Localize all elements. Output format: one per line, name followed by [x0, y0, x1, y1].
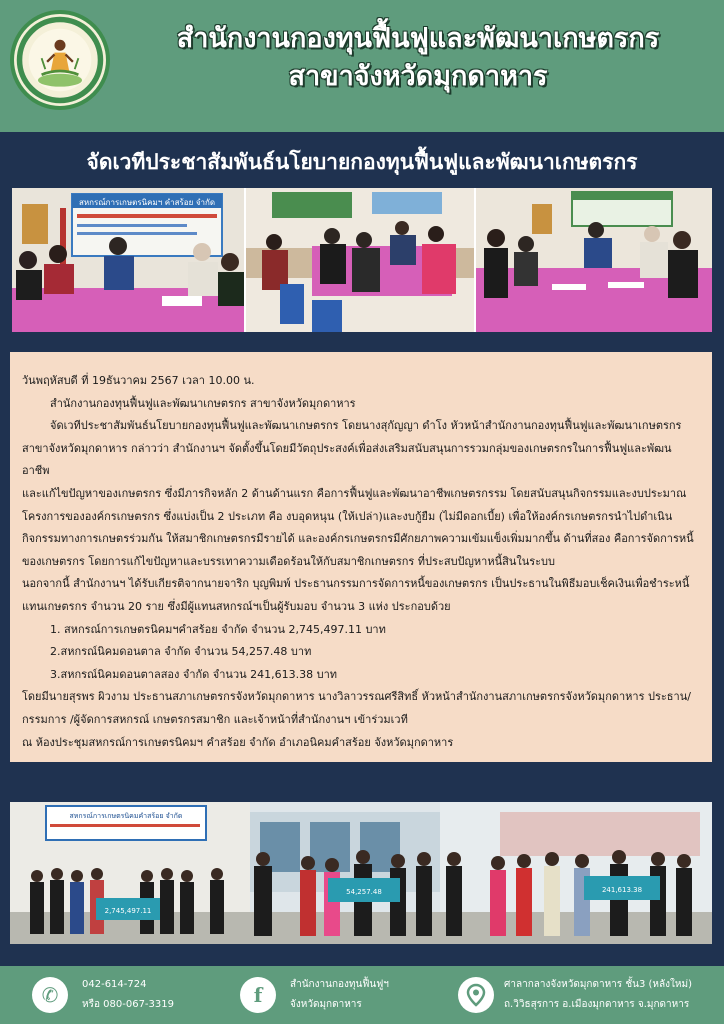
footer-phone [82, 975, 174, 1015]
paragraph-2-line-1: นอกจากนี้ สำนักงานฯ ได้รับเกียรติจากนายจาริก บุญพิมพ์ ประธานกรรมการจัดการหนี้ของเกษตรกร เป็นประธานในพิธีมอบเช็คเงินเพื่อชำระหนี้ [22, 577, 690, 591]
paragraph-2-line-2: แทนเกษตรกร จำนวน 20 ราย ซึ่งมีผู้แทนสหกรณ์ฯเป็นผู้รับมอบ จำนวน 3 แห่ง ประกอบด้วย [22, 599, 451, 613]
facebook-icon[interactable]: f [240, 977, 276, 1013]
paragraph-1-line-3: และแก้ไขปัญหาของเกษตรกร ซึ่งมีภารกิจหลัก 2 ด้านด้านแรก คือการฟื้นฟูและพัฒนาอาชีพเกษตรกรรม โดยสนับสนุนกิจกรรมและงบประมาณ [22, 486, 687, 500]
footer-facebook[interactable] [290, 975, 389, 1015]
cheque-amount-2: 54,257.48 [346, 888, 382, 896]
list-item: 2.สหกรณ์นิคมดอนตาล จำกัด จำนวน 54,257.48 บาท [50, 645, 312, 659]
group-banner-text: สหกรณ์การเกษตรนิคมคำสร้อย จำกัด [69, 812, 183, 820]
paragraph-1-line-6: ของเกษตรกร โดยการแก้ไขปัญหาและบรรเทาความเดือดร้อนให้กับสมาชิกเกษตรกร ที่ประสบปัญหาหนี้สินในระบบ [22, 554, 556, 568]
paragraph-1-line-2: สาขาจังหวัดมุกดาหาร กล่าวว่า สำนักงานฯ จัดตั้งขึ้นโดยมีวัตถุประสงค์เพื่อส่งเสริมสนับสนุนการรวมกลุ่มของเกษตรกรในการฟื้นฟูและพัฒนอาชีพ [22, 441, 672, 478]
cheque-amount-3: 241,613.38 [601, 886, 643, 894]
paragraph-3-line-1: โดยมีนายสุรพร ผิวงาม ประธานสภาเกษตรกรจังหวัดมุกดาหาร นางวิลาวรรณศรีสิทธิ์ หัวหน้าสำนักงานสภาเกษตรกรจังหวัดมุกดาหาร ประธาน/ [22, 690, 691, 704]
meeting-photo-2 [246, 188, 474, 332]
date-line: วันพฤหัสบดี ที่ 19ธันวาคม 2567 เวลา 10.00 น. [22, 374, 255, 387]
facebook-name-line2: จังหวัดมุกดาหาร [290, 999, 362, 1010]
org-title-line2: สาขาจังหวัดมุกดาหาร [288, 61, 548, 92]
org-title-line1: สำนักงานกองทุนฟื้นฟูและพัฒนาเกษตรกร [176, 23, 660, 54]
meeting-banner-text: สหกรณ์การเกษตรนิคมฯ คำสร้อย จำกัด [78, 198, 216, 207]
farmer-woman-seal-icon [10, 10, 110, 110]
phone-number-2: หรือ 080-067-3319 [82, 999, 174, 1010]
organization-line: สำนักงานกองทุนฟื้นฟูและพัฒนาเกษตรกร สาขาจังหวัดมุกดาหาร [50, 396, 356, 410]
organization-title [118, 20, 718, 96]
news-content [10, 352, 712, 762]
location-pin-icon [458, 977, 494, 1013]
location-line: ณ ห้องประชุมสหกรณ์การเกษตรนิคมฯ คำสร้อย จำกัด อำเภอนิคมคำสร้อย จังหวัดมุกดาหาร [22, 735, 454, 749]
cheque-board-3 [584, 876, 660, 900]
meeting-photo-1 [12, 188, 244, 332]
phone-icon: ✆ [32, 977, 68, 1013]
footer-address [504, 975, 692, 1015]
paragraph-1-line-5: กิจกรรมทางการเกษตรร่วมกัน ให้สมาชิกเกษตรกรมีรายได้ และองค์กรเกษตรกรมีศักยภาพความเข้มแข็งเพิ่มมากขึ้น ด้านที่สอง คือการจัดการหนี้ [22, 532, 694, 546]
address-line2: ถ.วิวิธสุรการ อ.เมืองมุกดาหาร จ.มุกดาหาร [504, 999, 690, 1010]
list-item: 3.สหกรณ์นิคมดอนตาลสอง จำกัด จำนวน 241,613.38 บาท [50, 667, 338, 681]
group-photo [10, 802, 712, 944]
cheque-amount-1: 2,745,497.11 [104, 907, 152, 915]
paragraph-3-line-2: กรรมการ /ผู้จัดการสหกรณ์ เกษตรกรสมาชิก และเจ้าหน้าที่สำนักงานฯ เข้าร่วมเวที [22, 712, 408, 726]
list-item: 1. สหกรณ์การเกษตรนิคมฯคำสร้อย จำกัด จำนวน 2,745,497.11 บาท [50, 622, 386, 636]
footer [0, 966, 724, 1024]
meeting-photo-strip [12, 188, 712, 332]
address-line1: ศาลากลางจังหวัดมุกดาหาร ชั้น3 (หลังใหม่) [504, 979, 692, 990]
meeting-photo-3 [476, 188, 712, 332]
paragraph-1-line-1: จัดเวทีประชาสัมพันธ์นโยบายกองทุนฟื้นฟูและพัฒนาเกษตรกร โดยนางสุกัญญา ดำโง หัวหน้าสำนักงานกองทุนฟื้นฟูและพัฒนาเกษตรกร [50, 419, 682, 433]
paragraph-1-line-4: โครงการขององค์กรเกษตรกร ซึ่งแบ่งเป็น 2 ประเภท คือ งบอุดหนุน (ให้เปล่า)และงบกู้ยืม (ไม่มีดอกเบี้ย) เพื่อให้องค์กรเกษตรกรนำไปดำเนิน [22, 509, 673, 523]
facebook-name-line1: สำนักงานกองทุนฟื้นฟูฯ [290, 979, 389, 990]
cheque-board-1 [96, 898, 160, 920]
cheque-board-2 [328, 878, 400, 902]
header [0, 0, 724, 132]
page-headline: จัดเวทีประชาสัมพันธ์นโยบายกองทุนฟื้นฟูและพัฒนาเกษตรกร [86, 149, 638, 174]
phone-number-1: 042-614-724 [82, 979, 147, 990]
